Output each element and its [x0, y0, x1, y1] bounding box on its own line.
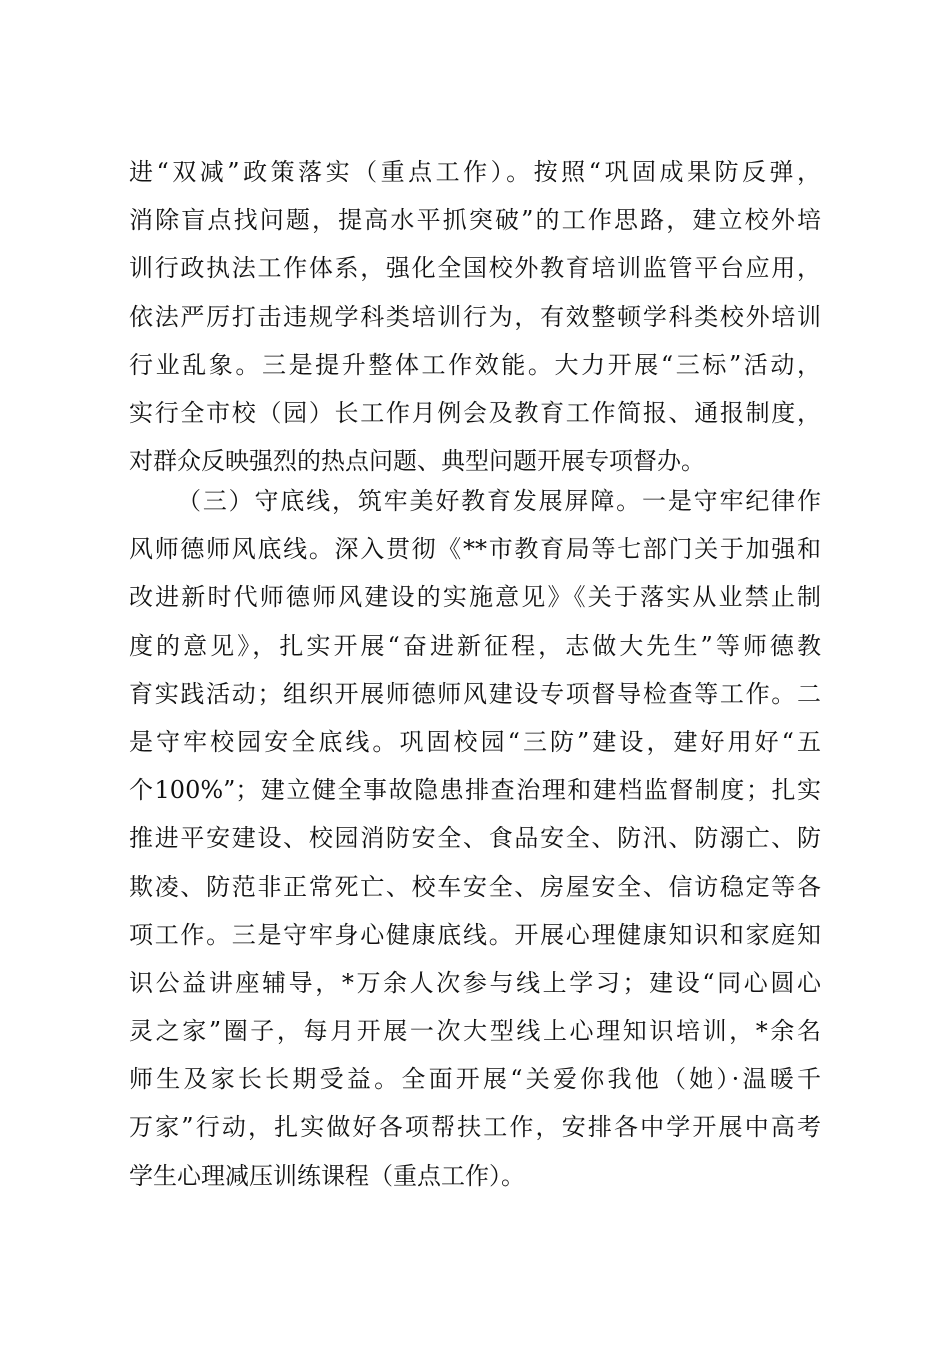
paragraph-line: 育实践活动；组织开展师德师风建设专项督导检查等工作。二	[129, 679, 821, 708]
paragraph-line: 师生及家长长期受益。全面开展“关爱你我他（她）·温暖千	[129, 1065, 821, 1094]
paragraph-line: 风师德师风底线。深入贯彻《**市教育局等七部门关于加强和	[129, 535, 821, 564]
paragraph-line: 项工作。三是守牢身心健康底线。开展心理健康知识和家庭知	[129, 920, 821, 949]
paragraph-1	[129, 148, 821, 485]
paragraph-line: 识公益讲座辅导，*万余人次参与线上学习；建设“同心圆心	[129, 968, 821, 997]
paragraph-line: 实行全市校（园）长工作月例会及教育工作简报、通报制度，	[129, 398, 821, 427]
paragraph-line: 进“双减”政策落实（重点工作）。按照“巩固成果防反弹，	[129, 158, 821, 186]
paragraph-line: （三）守底线，筑牢美好教育发展屏障。一是守牢纪律作	[177, 487, 821, 515]
paragraph-line: 消除盲点找问题，提高水平抓突破”的工作思路，建立校外培	[129, 206, 821, 235]
paragraph-line: 度的意见》，扎实开展“奋进新征程，志做大先生”等师德教	[129, 631, 821, 660]
paragraph-line: 万家”行动，扎实做好各项帮扶工作，安排各中学开展中高考	[129, 1113, 821, 1142]
paragraph-2	[129, 477, 821, 1200]
paragraph-line: 训行政执法工作体系，强化全国校外教育培训监管平台应用，	[129, 254, 821, 283]
paragraph-line: 灵之家”圈子，每月开展一次大型线上心理知识培训，*余名	[129, 1017, 821, 1046]
paragraph-line: 行业乱象。三是提升整体工作效能。大力开展“三标”活动，	[129, 350, 821, 379]
paragraph-line: 依法严厉打击违规学科类培训行为，有效整顿学科类校外培训	[129, 302, 821, 331]
paragraph-line: 是守牢校园安全底线。巩固校园“三防”建设，建好用好“五	[129, 727, 821, 756]
paragraph-line: 欺凌、防范非正常死亡、校车安全、房屋安全、信访稳定等各	[129, 872, 821, 901]
paragraph-line: 个100%”；建立健全事故隐患排查治理和建档监督制度；扎实	[129, 776, 821, 805]
paragraph-line: 改进新时代师德师风建设的实施意见》《关于落实从业禁止制	[129, 583, 821, 612]
paragraph-line: 推进平安建设、校园消防安全、食品安全、防汛、防溺亡、防	[129, 824, 821, 853]
paragraph-line: 对群众反映强烈的热点问题、典型问题开展专项督办。	[129, 447, 705, 476]
paragraph-line: 学生心理减压训练课程（重点工作）。	[129, 1161, 525, 1190]
